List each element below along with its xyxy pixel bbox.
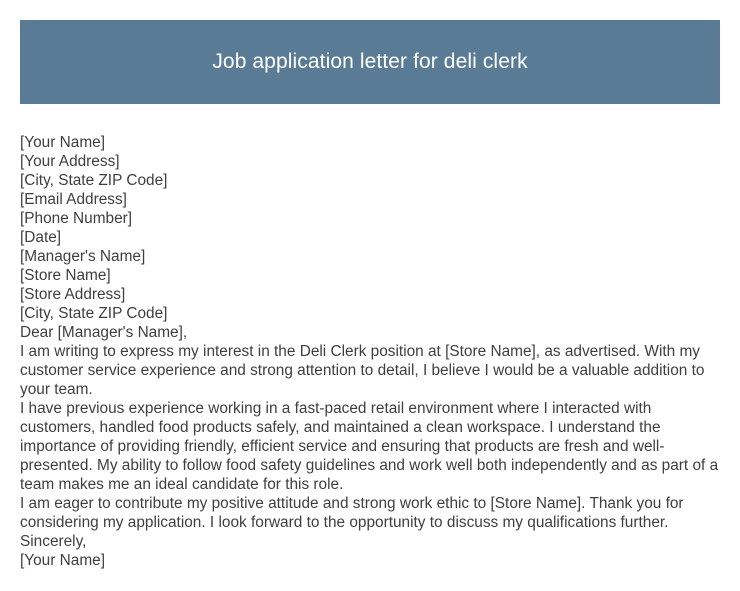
letter-date: [Date] bbox=[20, 229, 62, 246]
sender-city-state-zip: [City, State ZIP Code] bbox=[20, 172, 168, 189]
body-paragraph-closing: I am eager to contribute my positive attitude and strong work ethic to [Store Name]. Thank you for considering my application. I look forward to the opportunity to discuss my qualifications further. bbox=[20, 495, 684, 531]
body-paragraph-experience: I have previous experience working in a fast-paced retail environment where I interacted with customers, handled food products safely, and maintained a clean workspace. I understand the importance of providing friendly, efficient service and ensuring that products are fresh and well-presented. My ability to follow food safety guidelines and work well both independently and as part of a team makes me an ideal candidate for this role. bbox=[20, 400, 719, 493]
recipient-name: [Manager's Name] bbox=[20, 248, 146, 265]
letter-body bbox=[20, 133, 722, 570]
recipient-store: [Store Name] bbox=[20, 267, 111, 284]
page-title: Job application letter for deli clerk bbox=[212, 50, 528, 73]
body-paragraph-intro: I am writing to express my interest in the Deli Clerk position at [Store Name], as advertised. With my customer service experience and strong attention to detail, I believe I would be a valuable addition to your team. bbox=[20, 343, 705, 398]
sender-address: [Your Address] bbox=[20, 153, 120, 170]
sender-name: [Your Name] bbox=[20, 134, 105, 151]
sender-email: [Email Address] bbox=[20, 191, 127, 208]
recipient-address: [Store Address] bbox=[20, 286, 126, 303]
salutation: Dear [Manager's Name], bbox=[20, 324, 188, 341]
signature: [Your Name] bbox=[20, 552, 105, 569]
closing: Sincerely, bbox=[20, 533, 87, 550]
recipient-city-state-zip: [City, State ZIP Code] bbox=[20, 305, 168, 322]
sender-phone: [Phone Number] bbox=[20, 210, 133, 227]
letter-header-banner bbox=[20, 20, 720, 104]
